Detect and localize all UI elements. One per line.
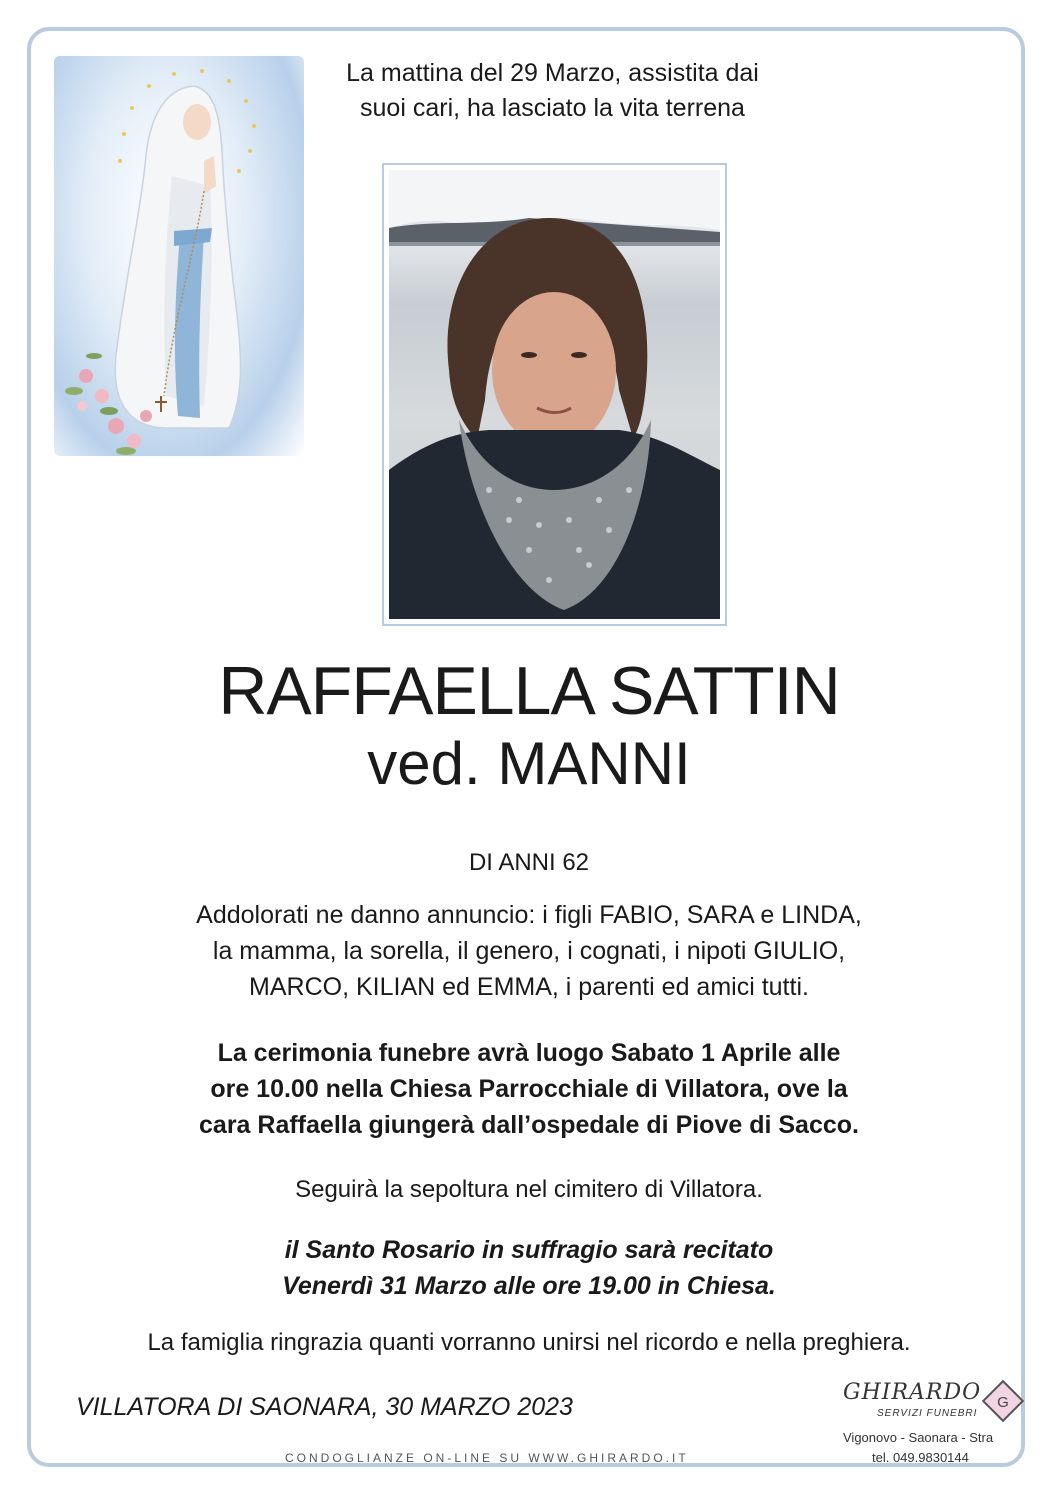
intro-line-1: La mattina del 29 Marzo, assistita dai bbox=[346, 59, 759, 87]
deceased-age: DI ANNI 62 bbox=[468, 849, 590, 876]
portrait-frame bbox=[382, 163, 727, 626]
ceremony-details bbox=[100, 1035, 958, 1143]
deceased-married-name: ved. MANNI bbox=[367, 730, 691, 797]
funeral-home-phone: tel. 049.9830144 bbox=[872, 1450, 969, 1465]
madonna-praying-icon bbox=[54, 56, 304, 456]
deceased-portrait-photo bbox=[389, 170, 720, 619]
funeral-home-logo bbox=[835, 1378, 1030, 1468]
place-date: VILLATORA DI SAONARA, 30 MARZO 2023 bbox=[76, 1393, 573, 1421]
funeral-home-mark: G bbox=[997, 1394, 1009, 1411]
funeral-home-subtitle: SERVIZI FUNEBRI bbox=[877, 1408, 978, 1419]
rosary-info bbox=[100, 1232, 958, 1304]
funeral-home-locations: Vigonovo - Saonara - Stra bbox=[843, 1430, 994, 1445]
rosary-line-1: il Santo Rosario in suffragio sarà recitato bbox=[284, 1236, 774, 1264]
intro-text bbox=[330, 56, 775, 126]
ceremony-line-2: ore 10.00 nella Chiesa Parrocchiale di Villatora, ove la bbox=[210, 1075, 848, 1103]
announcement-line-1: Addolorati ne danno annuncio: i figli FABIO, SARA e LINDA, bbox=[196, 901, 862, 929]
rosary-line-2: Venerdì 31 Marzo alle ore 19.00 in Chiesa. bbox=[282, 1272, 776, 1300]
condolences-footer: CONDOGLIANZE ON-LINE SU WWW.GHIRARDO.IT bbox=[285, 1451, 689, 1465]
family-thanks: La famiglia ringrazia quanti vorranno unirsi nel ricordo e nella preghiera. bbox=[147, 1329, 911, 1356]
announcement-line-3: MARCO, KILIAN ed EMMA, i parenti ed amici tutti. bbox=[249, 973, 809, 1001]
announcement bbox=[100, 897, 958, 1005]
ceremony-line-1: La cerimonia funebre avrà luogo Sabato 1 Aprile alle bbox=[217, 1039, 841, 1067]
announcement-line-2: la mamma, la sorella, il genero, i cognati, i nipoti GIULIO, bbox=[212, 937, 846, 965]
deceased-name: RAFFAELLA SATTIN bbox=[218, 653, 840, 729]
burial-info: Seguirà la sepoltura nel cimitero di Villatora. bbox=[295, 1176, 763, 1203]
intro-line-2: suoi cari, ha lasciato la vita terrena bbox=[360, 94, 745, 122]
funeral-home-name: GHIRARDO bbox=[843, 1380, 982, 1405]
funeral-home-diamond-icon bbox=[980, 1378, 1026, 1424]
ceremony-line-3: cara Raffaella giungerà dall’ospedale di Piove di Sacco. bbox=[199, 1111, 859, 1139]
